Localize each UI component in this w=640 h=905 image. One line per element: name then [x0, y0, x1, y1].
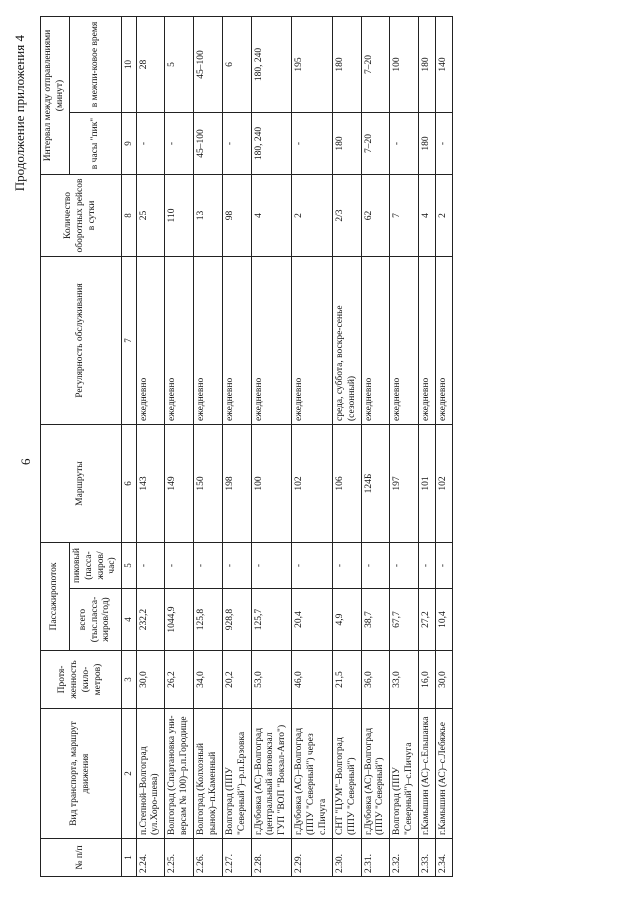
- header-route: Вид транспорта, маршрут движения: [41, 709, 122, 839]
- interval-peak: -: [222, 113, 251, 175]
- interval-peak: -: [165, 113, 194, 175]
- pass-total: 38,7: [361, 589, 390, 651]
- table-row: [361, 17, 390, 877]
- route-name: г.Дубовка (АС)–Волгоград (ППУ "Северный") через с.Пичуга: [292, 709, 333, 839]
- col-number: 7: [122, 257, 136, 425]
- header-pass-peak: пиковый (пасса-жиров/час): [69, 543, 122, 589]
- route-length: 34,0: [194, 651, 223, 709]
- route-length: 33,0: [390, 651, 419, 709]
- interval-peak: -: [435, 113, 452, 175]
- interval-offpeak: 180, 240: [251, 17, 292, 113]
- regularity: ежедневно: [251, 257, 292, 425]
- row-number: 2.33.: [419, 839, 436, 877]
- col-number: 2: [122, 709, 136, 839]
- pass-peak: -: [222, 543, 251, 589]
- route-name: г.Дубовка (АС)–Волгоград (центральный автовокзал ГУП "ВОП "Вокзал-Авто"): [251, 709, 292, 839]
- pass-total: 125,7: [251, 589, 292, 651]
- table-row: [251, 17, 292, 877]
- header-passenger-flow: Пассажиропоток: [41, 543, 70, 651]
- column-number-row: [122, 17, 136, 877]
- trip-count: 13: [194, 175, 223, 257]
- interval-peak: 180: [419, 113, 436, 175]
- regularity: ежедневно: [361, 257, 390, 425]
- trip-count: 2: [292, 175, 333, 257]
- table-row: [165, 17, 194, 877]
- header-interval: Интервал между отправлениями (минут): [41, 17, 70, 175]
- pass-peak: -: [435, 543, 452, 589]
- route-number: 149: [165, 425, 194, 543]
- pass-total: 27,2: [419, 589, 436, 651]
- route-length: 26,2: [165, 651, 194, 709]
- interval-peak: -: [390, 113, 419, 175]
- regularity: ежедневно: [390, 257, 419, 425]
- route-length: 30,0: [136, 651, 165, 709]
- row-number: 2.29.: [292, 839, 333, 877]
- route-length: 36,0: [361, 651, 390, 709]
- interval-peak: 45–100: [194, 113, 223, 175]
- trip-count: 2/3: [332, 175, 361, 257]
- pass-peak: -: [332, 543, 361, 589]
- pass-peak: -: [194, 543, 223, 589]
- regularity: ежедневно: [292, 257, 333, 425]
- route-length: 53,0: [251, 651, 292, 709]
- routes-table: [40, 16, 453, 877]
- route-name: г.Камышин (АС)–с.Ельшанка: [419, 709, 436, 839]
- trip-count: 62: [361, 175, 390, 257]
- table-row: [222, 17, 251, 877]
- row-number: 2.30.: [332, 839, 361, 877]
- interval-offpeak: 180: [419, 17, 436, 113]
- row-number: 2.34.: [435, 839, 452, 877]
- col-number: 4: [122, 589, 136, 651]
- route-length: 30,0: [435, 651, 452, 709]
- route-number: 102: [435, 425, 452, 543]
- interval-peak: 7–20: [361, 113, 390, 175]
- interval-offpeak: 28: [136, 17, 165, 113]
- route-name: СНТ "ЦУМ"–Волгоград (ППУ "Северный"): [332, 709, 361, 839]
- route-length: 21,5: [332, 651, 361, 709]
- trip-count: 2: [435, 175, 452, 257]
- col-number: 8: [122, 175, 136, 257]
- col-number: 5: [122, 543, 136, 589]
- route-name: Волгоград (ППУ "Северный")–р.п.Ерзовка: [222, 709, 251, 839]
- row-number: 2.31.: [361, 839, 390, 877]
- route-length: 20,2: [222, 651, 251, 709]
- table-row: [136, 17, 165, 877]
- regularity: среда, суббота, воскре-сенье (сезонный): [332, 257, 361, 425]
- trip-count: 110: [165, 175, 194, 257]
- header-trips: Количество оборотных рейсов в сутки: [41, 175, 122, 257]
- regularity: ежедневно: [222, 257, 251, 425]
- pass-peak: -: [361, 543, 390, 589]
- interval-offpeak: 100: [390, 17, 419, 113]
- col-number: 10: [122, 17, 136, 113]
- route-name: Волгоград (ППУ "Северный")–с.Пичуга: [390, 709, 419, 839]
- regularity: ежедневно: [194, 257, 223, 425]
- header-regularity: Регулярность обслуживания: [41, 257, 122, 425]
- regularity: ежедневно: [136, 257, 165, 425]
- trip-count: 25: [136, 175, 165, 257]
- header-length: Протя-женность (кило-метров): [41, 651, 122, 709]
- row-number: 2.28.: [251, 839, 292, 877]
- header-route-numbers: Маршруты: [41, 425, 122, 543]
- row-number: 2.27.: [222, 839, 251, 877]
- route-number: 100: [251, 425, 292, 543]
- trip-count: 4: [419, 175, 436, 257]
- pass-total: 928,8: [222, 589, 251, 651]
- header-interval-peak: в часы "пик": [69, 113, 122, 175]
- regularity: ежедневно: [419, 257, 436, 425]
- route-number: 102: [292, 425, 333, 543]
- pass-total: 20,4: [292, 589, 333, 651]
- header-interval-offpeak: в межпи-ковое время: [69, 17, 122, 113]
- interval-peak: 180, 240: [251, 113, 292, 175]
- table-row: [332, 17, 361, 877]
- route-name: г.Камышин (АС)–с.Лебяжье: [435, 709, 452, 839]
- route-number: 101: [419, 425, 436, 543]
- route-number: 197: [390, 425, 419, 543]
- route-number: 106: [332, 425, 361, 543]
- route-length: 46,0: [292, 651, 333, 709]
- header-pass-total: всего (тыс.пасса-жиров/год): [69, 589, 122, 651]
- header-num: № п/п: [41, 839, 122, 877]
- interval-offpeak: 6: [222, 17, 251, 113]
- trip-count: 4: [251, 175, 292, 257]
- pass-peak: -: [419, 543, 436, 589]
- interval-peak: -: [292, 113, 333, 175]
- interval-offpeak: 45–100: [194, 17, 223, 113]
- route-name: п.Степной–Волгоград (ул.Хоро-шева): [136, 709, 165, 839]
- col-number: 3: [122, 651, 136, 709]
- pass-peak: -: [390, 543, 419, 589]
- pass-peak: -: [165, 543, 194, 589]
- pass-peak: -: [251, 543, 292, 589]
- pass-total: 10,4: [435, 589, 452, 651]
- interval-peak: -: [136, 113, 165, 175]
- pass-peak: -: [292, 543, 333, 589]
- row-number: 2.24.: [136, 839, 165, 877]
- col-number: 6: [122, 425, 136, 543]
- table-row: [292, 17, 333, 877]
- route-number: 124Б: [361, 425, 390, 543]
- table-row: [194, 17, 223, 877]
- page-number: 6: [18, 458, 33, 465]
- appendix-label: Продолжение приложения 4: [12, 35, 27, 192]
- trip-count: 7: [390, 175, 419, 257]
- interval-offpeak: 195: [292, 17, 333, 113]
- pass-total: 1044,9: [165, 589, 194, 651]
- interval-offpeak: 180: [332, 17, 361, 113]
- pass-total: 125,8: [194, 589, 223, 651]
- route-name: Волгоград (Колхозный рынок)–п.Каменный: [194, 709, 223, 839]
- interval-offpeak: 140: [435, 17, 452, 113]
- pass-total: 67,7: [390, 589, 419, 651]
- regularity: ежедневно: [165, 257, 194, 425]
- regularity: ежедневно: [435, 257, 452, 425]
- row-number: 2.32.: [390, 839, 419, 877]
- col-number: 9: [122, 113, 136, 175]
- route-number: 198: [222, 425, 251, 543]
- table-row: [390, 17, 419, 877]
- interval-offpeak: 7–20: [361, 17, 390, 113]
- row-number: 2.26.: [194, 839, 223, 877]
- route-length: 16,0: [419, 651, 436, 709]
- pass-peak: -: [136, 543, 165, 589]
- route-number: 143: [136, 425, 165, 543]
- route-name: Волгоград (Спартановка уни-версам № 100)–р.п.Городище: [165, 709, 194, 839]
- route-name: г.Дубовка (АС)–Волгоград (ППУ "Северный"): [361, 709, 390, 839]
- col-number: 1: [122, 839, 136, 877]
- table-row: [435, 17, 452, 877]
- row-number: 2.25.: [165, 839, 194, 877]
- interval-offpeak: 5: [165, 17, 194, 113]
- pass-total: 232,2: [136, 589, 165, 651]
- table-row: [419, 17, 436, 877]
- route-number: 150: [194, 425, 223, 543]
- trip-count: 98: [222, 175, 251, 257]
- pass-total: 4,9: [332, 589, 361, 651]
- interval-peak: 180: [332, 113, 361, 175]
